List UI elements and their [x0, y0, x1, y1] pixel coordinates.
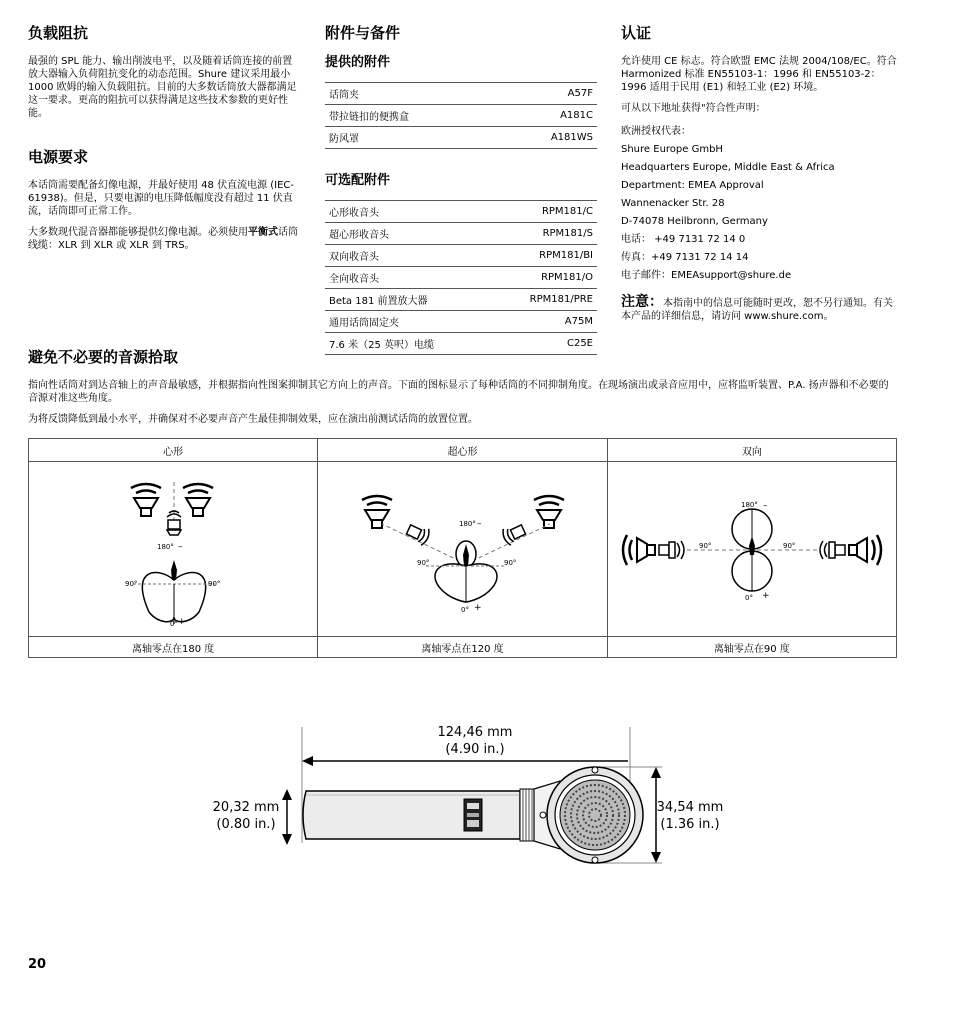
part-name: 心形收音头	[325, 201, 492, 223]
speaker-icon	[623, 535, 655, 565]
address-line: D-74078 Heilbronn, Germany	[621, 216, 768, 227]
speaker-icon	[131, 484, 161, 516]
bidirectional-diagram	[607, 462, 896, 637]
address-line: 电话： +49 7131 72 14 0	[621, 234, 746, 245]
note-label: 注意：	[621, 294, 663, 310]
label-minus: –	[177, 542, 183, 552]
polar-pattern-table	[28, 438, 897, 658]
label-minus: –	[477, 519, 482, 529]
label-180: 180°	[459, 520, 477, 528]
part-code: C25E	[492, 333, 597, 355]
part-code: A57F	[498, 83, 597, 105]
supercardioid-diagram	[318, 462, 607, 637]
text-pickup-1: 指向性话筒对到达音轴上的声音最敏感，并根据指向性图案抑制其它方向上的声音。下面的图标显示了每种话筒的不同抑制角度。在现场演出或录音应用中，应将监听装置、P.A. 扬声器和不必要的音源对准这些角度。	[28, 380, 889, 404]
column-title-bidirectional: 双向	[607, 439, 896, 462]
part-name: Beta 181 前置放大器	[325, 289, 492, 311]
bidirectional-svg	[609, 462, 895, 633]
sound-waves-icon	[659, 541, 684, 559]
part-code: RPM181/PRE	[492, 289, 597, 311]
table-row	[325, 245, 597, 267]
speaker-icon	[849, 535, 881, 565]
address-line: 电子邮件：EMEAsupport@shure.de	[621, 270, 792, 281]
arrow-down-icon	[282, 834, 292, 845]
column-impedance-power	[28, 22, 300, 260]
table-row	[325, 223, 597, 245]
address-line: 传真：+49 7131 72 14 14	[621, 252, 749, 263]
part-name: 通用话筒固定夹	[325, 311, 492, 333]
table-row	[325, 105, 597, 127]
page-number: 20	[28, 957, 47, 972]
address-line: Wannenacker Str. 28	[621, 198, 725, 209]
heading-pickup: 避免不必要的音源拾取	[28, 348, 179, 366]
label-plus: +	[177, 617, 186, 627]
arrow-down-icon	[651, 852, 661, 863]
text-declaration: 可从以下地址获得"符合性声明：	[621, 103, 766, 114]
part-code: RPM181/S	[492, 223, 597, 245]
table-row	[325, 289, 597, 311]
part-code: A181WS	[498, 127, 597, 149]
label-0: 0°	[169, 620, 178, 628]
address-line: Department: EMEA Approval	[621, 180, 764, 191]
mic-icon	[171, 560, 177, 580]
head-mm: 34,54 mm	[656, 800, 724, 815]
text-impedance: 最强的 SPL 能力、输出削波电平，以及随着话筒连接的前置放大器输入负荷阻抗变化的动态范围。Shure 建议采用最小 1000 欧姆的输入负载阻抗。目前的大多数话筒放大器都满足这一要求。更高的阻抗可以获得满足这些技术参数的更好性能。	[28, 56, 297, 119]
part-code: RPM181/BI	[492, 245, 597, 267]
text-power-2b: 平衡式	[248, 227, 278, 238]
column-accessories	[325, 22, 597, 355]
body-in: (0.80 in.)	[216, 817, 276, 832]
label-0: 0°	[744, 594, 753, 602]
body-dimension-label	[206, 799, 286, 833]
text-power-2	[28, 226, 300, 252]
label-0: 0°	[461, 606, 470, 614]
heading-power: 电源要求	[28, 148, 89, 166]
pickup-section	[28, 346, 898, 434]
arrow-up-icon	[651, 767, 661, 778]
supplied-table	[325, 82, 597, 149]
speaker-icon	[362, 496, 392, 528]
column-title-cardioid: 心形	[29, 439, 318, 462]
heading-supplied: 提供的附件	[325, 55, 391, 70]
part-name: 7.6 米（25 英呎）电缆	[325, 333, 492, 355]
note-text: 本指南中的信息可能随时更改，恕不另行通知。有关本产品的详细信息，请访问 www.shure.com。	[621, 298, 893, 322]
length-dimension-label	[425, 724, 525, 758]
length-in: (4.90 in.)	[445, 742, 505, 757]
table-header-row	[29, 439, 897, 462]
sound-waves-icon	[167, 511, 181, 535]
part-code: A181C	[498, 105, 597, 127]
head-in: (1.36 in.)	[660, 817, 720, 832]
head-dimension-label	[654, 799, 726, 833]
caption-cardioid: 离轴零点在180 度	[29, 637, 318, 658]
part-code: A75M	[492, 311, 597, 333]
part-name: 双向收音头	[325, 245, 492, 267]
label-90: 90°	[698, 542, 712, 550]
label-90: 90°	[124, 580, 138, 588]
text-power-1: 本话筒需要配备幻像电源，并最好使用 48 伏直流电源 (IEC-61938)。但是，只要电源的电压降低幅度没有超过 11 伏直流，话筒即可正常工作。	[28, 180, 295, 217]
text-power-2c: 话筒线缆：XLR 到 XLR 或 XLR 到 TRS。	[28, 227, 298, 251]
part-name: 防风罩	[325, 127, 498, 149]
part-name: 全向收音头	[325, 267, 492, 289]
label-180: 180°	[740, 501, 758, 509]
part-name: 带拉链扣的便携盒	[325, 105, 498, 127]
microphone-drawing	[303, 767, 643, 863]
table-row	[325, 267, 597, 289]
heading-certification: 认证	[621, 24, 652, 42]
address-block	[621, 125, 901, 282]
table-image-row	[29, 462, 897, 637]
heading-impedance: 负载阻抗	[28, 24, 89, 42]
address-line: Shure Europe GmbH	[621, 144, 723, 155]
speaker-icon	[183, 484, 213, 516]
label-90: 90°	[782, 542, 796, 550]
cardioid-diagram	[29, 462, 318, 637]
text-pickup-2: 为将反馈降低到最小水平，并确保对不必要声音产生最佳抑制效果，应在演出前测试话筒的放置位置。	[28, 414, 478, 425]
part-code: RPM181/O	[492, 267, 597, 289]
label-90: 90°	[417, 559, 430, 567]
sound-waves-icon	[820, 541, 845, 559]
heading-accessories: 附件与备件	[325, 24, 401, 42]
heading-optional: 可选配附件	[325, 173, 391, 188]
length-mm: 124,46 mm	[437, 725, 513, 740]
part-code: RPM181/C	[492, 201, 597, 223]
supercardioid-svg	[318, 462, 614, 633]
optional-table	[325, 200, 597, 355]
label-180: 180°	[156, 543, 174, 551]
cardioid-svg	[31, 462, 316, 633]
speaker-icon	[534, 496, 564, 528]
part-name: 超心形收音头	[325, 223, 492, 245]
table-caption-row	[29, 637, 897, 658]
table-row	[325, 201, 597, 223]
label-plus: +	[761, 591, 770, 601]
label-plus: +	[474, 603, 482, 613]
caption-bidirectional: 离轴零点在90 度	[607, 637, 896, 658]
sound-waves-icon	[405, 521, 432, 546]
address-line: 欧洲授权代表：	[621, 126, 691, 137]
caption-supercardioid: 离轴零点在120 度	[318, 637, 607, 658]
column-certification	[621, 22, 901, 331]
table-row	[325, 83, 597, 105]
label-90: 90°	[504, 559, 517, 567]
text-power-2a: 大多数现代混音器都能够提供幻像电源。必须使用	[28, 227, 248, 238]
label-90: 90°	[207, 580, 221, 588]
table-row	[325, 127, 597, 149]
part-name: 话筒夹	[325, 83, 498, 105]
text-certification: 允许使用 CE 标志。符合欧盟 EMC 法规 2004/108/EC。符合 Harmonized 标准 EN55103-1：1996 和 EN55103-2：1996 适用于民用 (E1) 和轻工业 (E2) 环境。	[621, 56, 897, 93]
sound-waves-icon	[501, 521, 528, 546]
body-mm: 20,32 mm	[212, 800, 280, 815]
note	[621, 296, 901, 323]
column-title-supercardioid: 超心形	[318, 439, 607, 462]
label-minus: –	[762, 501, 768, 511]
arrow-left-icon	[302, 756, 313, 766]
address-line: Headquarters Europe, Middle East & Africa	[621, 162, 835, 173]
table-row	[325, 311, 597, 333]
